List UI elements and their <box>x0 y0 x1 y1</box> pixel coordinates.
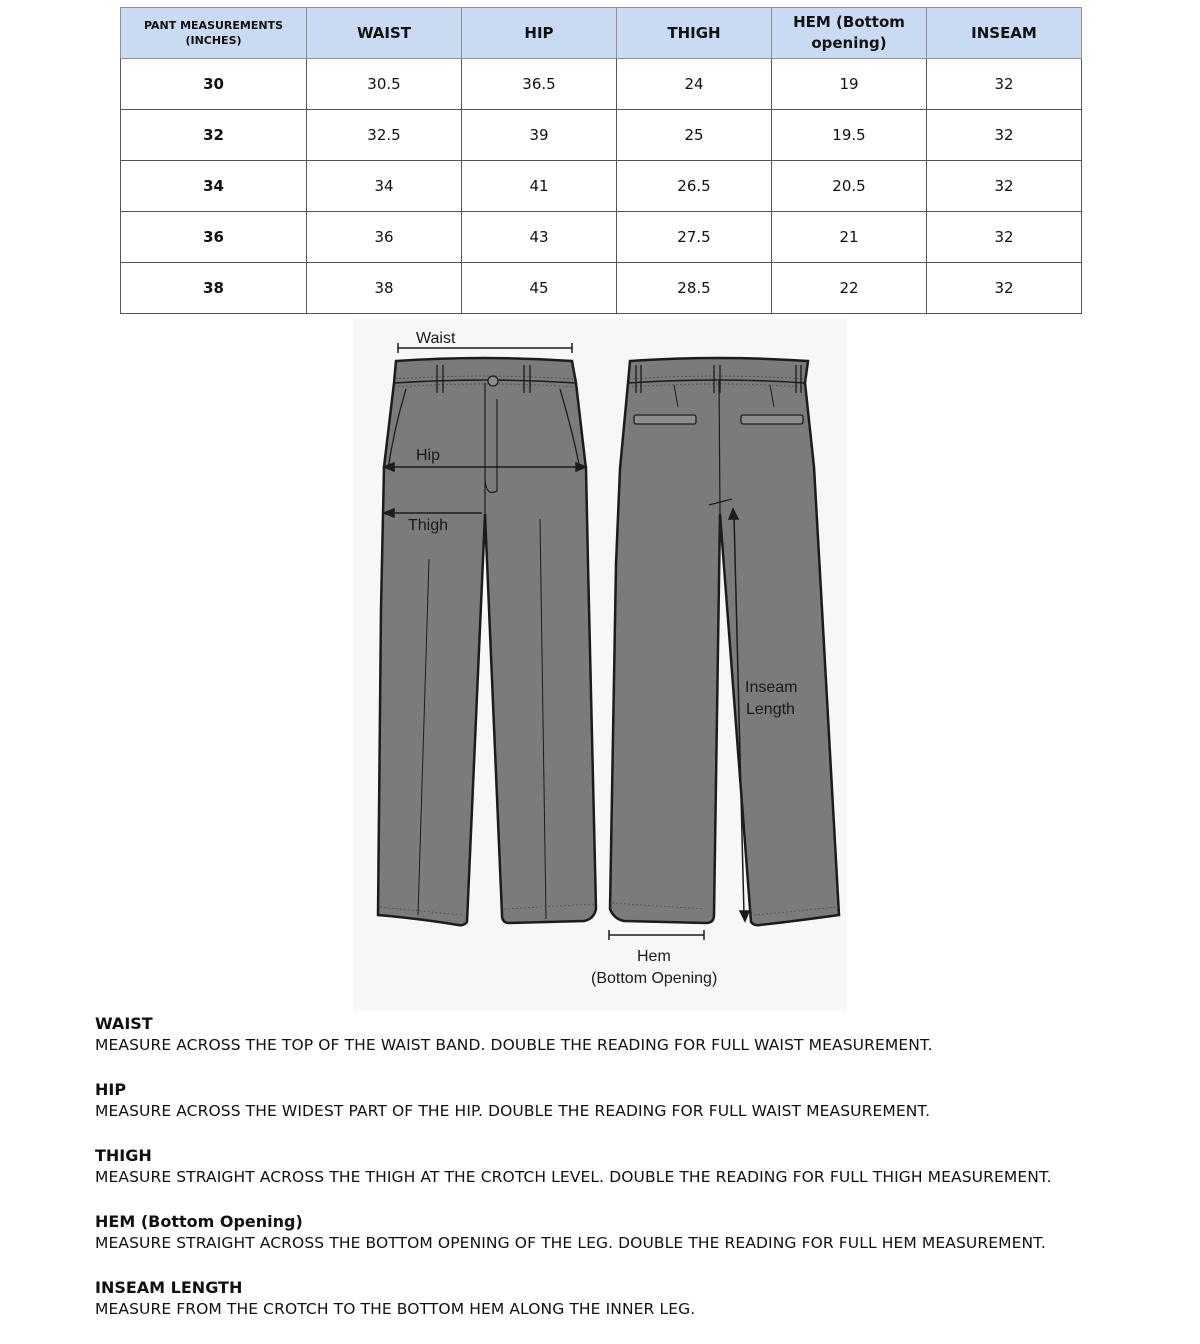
waist-cell: 30.5 <box>307 59 462 110</box>
hem-cell: 22 <box>772 263 927 314</box>
hip-cell: 45 <box>462 263 617 314</box>
note-thigh <box>95 1145 1175 1188</box>
note-text: MEASURE ACROSS THE WIDEST PART OF THE HIP. DOUBLE THE READING FOR FULL WAIST MEASUREMENT. <box>95 1102 931 1120</box>
note-inseam <box>95 1277 1175 1320</box>
pant-measurement-diagram <box>354 319 846 1011</box>
pant-front-body <box>378 358 596 925</box>
hip-label: Hip <box>416 447 441 464</box>
hem-measure-line <box>609 930 704 940</box>
table-row <box>121 161 1082 212</box>
header-thigh: THIGH <box>617 8 772 59</box>
table-row <box>121 59 1082 110</box>
note-hem <box>95 1211 1175 1254</box>
back-pocket-left <box>634 415 696 424</box>
measurement-instructions <box>95 1013 1175 1343</box>
waist-cell: 36 <box>307 212 462 263</box>
header-inseam: INSEAM <box>927 8 1082 59</box>
size-cell: 34 <box>121 161 307 212</box>
header-pant-measurements: PANT MEASUREMENTS (INCHES) <box>121 8 307 59</box>
hem-cell: 21 <box>772 212 927 263</box>
table-row <box>121 212 1082 263</box>
thigh-cell: 24 <box>617 59 772 110</box>
size-chart-table <box>120 7 1082 314</box>
note-title: INSEAM LENGTH <box>95 1278 243 1297</box>
note-hip <box>95 1079 1175 1122</box>
note-text: MEASURE STRAIGHT ACROSS THE BOTTOM OPENING OF THE LEG. DOUBLE THE READING FOR FULL HEM MEASUREMENT. <box>95 1234 1046 1252</box>
thigh-cell: 25 <box>617 110 772 161</box>
waist-cell: 34 <box>307 161 462 212</box>
hip-cell: 43 <box>462 212 617 263</box>
thigh-label: Thigh <box>408 517 449 534</box>
note-title: HIP <box>95 1080 127 1099</box>
back-pocket-right <box>741 415 803 424</box>
size-cell: 30 <box>121 59 307 110</box>
button-icon <box>488 376 498 386</box>
pant-front-view <box>378 358 596 925</box>
waist-cell: 38 <box>307 263 462 314</box>
note-title: WAIST <box>95 1014 153 1033</box>
thigh-cell: 28.5 <box>617 263 772 314</box>
hem-label-line-1: Hem <box>637 948 671 965</box>
inseam-cell: 32 <box>927 59 1082 110</box>
inseam-label-line-2: Length <box>746 701 795 718</box>
hip-cell: 39 <box>462 110 617 161</box>
size-cell: 36 <box>121 212 307 263</box>
header-hip: HIP <box>462 8 617 59</box>
size-cell: 32 <box>121 110 307 161</box>
note-text: MEASURE FROM THE CROTCH TO THE BOTTOM HEM ALONG THE INNER LEG. <box>95 1300 696 1318</box>
inseam-cell: 32 <box>927 212 1082 263</box>
waist-label: Waist <box>416 330 456 347</box>
inseam-cell: 32 <box>927 110 1082 161</box>
waist-cell: 32.5 <box>307 110 462 161</box>
thigh-cell: 26.5 <box>617 161 772 212</box>
hip-cell: 41 <box>462 161 617 212</box>
hem-cell: 19 <box>772 59 927 110</box>
pant-back-body <box>610 358 839 925</box>
size-cell: 38 <box>121 263 307 314</box>
note-title: THIGH <box>95 1146 152 1165</box>
note-waist <box>95 1013 1175 1056</box>
hem-cell: 19.5 <box>772 110 927 161</box>
table-header-row <box>121 8 1082 59</box>
header-waist: WAIST <box>307 8 462 59</box>
note-text: MEASURE STRAIGHT ACROSS THE THIGH AT THE CROTCH LEVEL. DOUBLE THE READING FOR FULL THIGH MEASUREMENT. <box>95 1168 1052 1186</box>
note-text: MEASURE ACROSS THE TOP OF THE WAIST BAND. DOUBLE THE READING FOR FULL WAIST MEASUREMENT. <box>95 1036 933 1054</box>
inseam-cell: 32 <box>927 263 1082 314</box>
table-row <box>121 263 1082 314</box>
hem-cell: 20.5 <box>772 161 927 212</box>
thigh-cell: 27.5 <box>617 212 772 263</box>
note-title: HEM (Bottom Opening) <box>95 1212 303 1231</box>
hem-label-line-2: (Bottom Opening) <box>591 970 718 987</box>
pant-back-view <box>610 358 839 925</box>
header-hem: HEM (Bottom opening) <box>772 8 927 59</box>
inseam-cell: 32 <box>927 161 1082 212</box>
hip-cell: 36.5 <box>462 59 617 110</box>
inseam-label-line-1: Inseam <box>745 679 798 696</box>
table-row <box>121 110 1082 161</box>
